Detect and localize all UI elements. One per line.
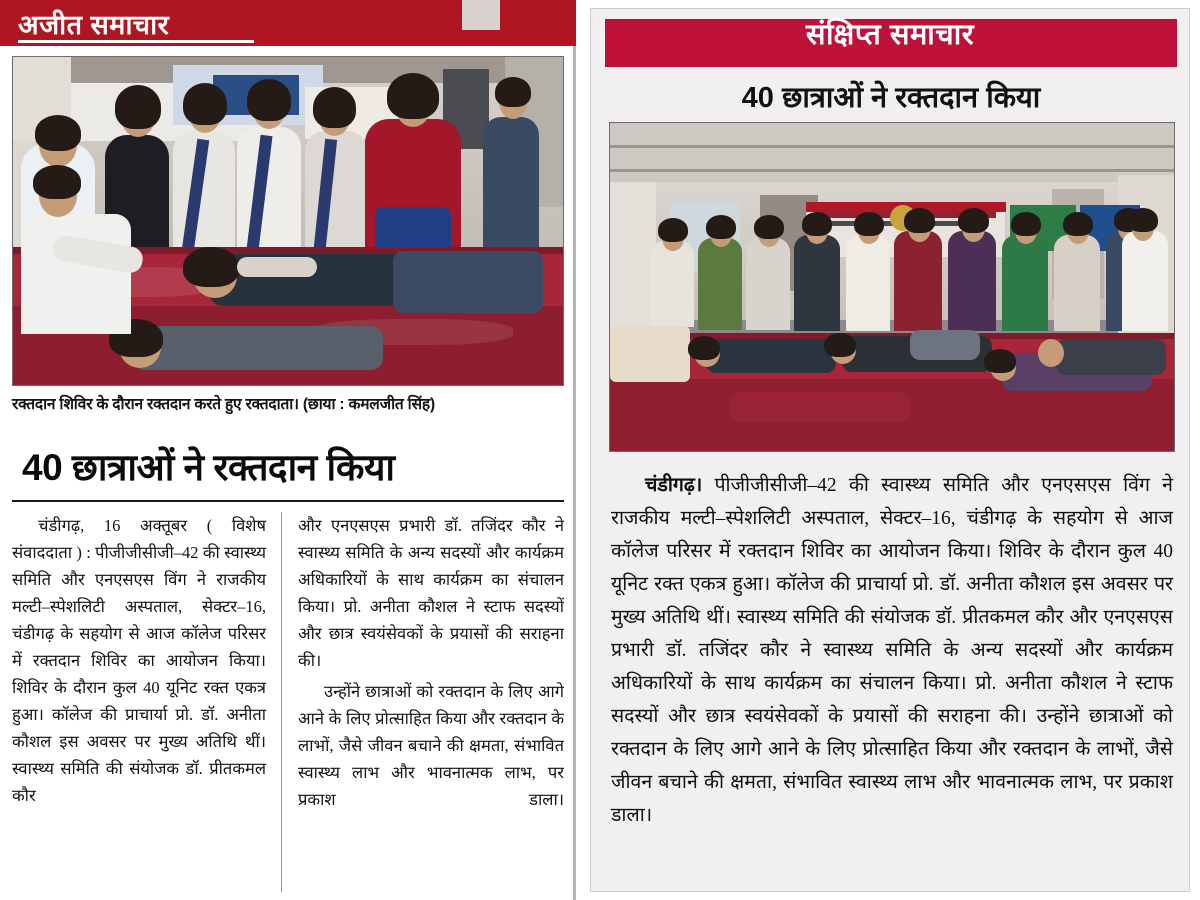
right-masthead-title: संक्षिप्त समाचार: [805, 19, 975, 51]
left-paragraph: उन्होंने छात्राओं को रक्तदान के लिए आगे आने के लिए प्रोत्साहित किया और रक्तदान के लाभों, जैसे जीवन बचाने की क्षमता, संभावित स्वास्थ्य लाभ और भावनात्मक लाभ, पर प्रकाश डाला।: [298, 682, 564, 809]
left-body-columns: [12, 512, 564, 892]
right-photo: [609, 122, 1175, 452]
right-paragraph: [611, 469, 1173, 832]
left-headline-rule: [12, 500, 564, 502]
left-photo-caption: रक्तदान शिविर के दौरान रक्तदान करते हुए रक्तदाता। (छाया : कमलजीत सिंह): [12, 396, 435, 413]
left-headline: 40 छात्राओं ने रक्तदान किया: [22, 447, 395, 488]
left-paragraph: और एनएसएस प्रभारी डॉ. तजिंदर कौर ने स्वास्थ्य समिति के अन्य सदस्यों और कार्यक्रम अधिकारियों के साथ कार्यक्रम का संचालन किया। प्रो. अनीता कौशल ने स्टाफ सदस्यों और छात्र स्वयंसेवकों के प्रयासों की सराहना की।: [298, 516, 564, 670]
left-newspaper-clipping: [0, 0, 576, 900]
left-photo: [12, 56, 564, 386]
right-photo-scene: [610, 123, 1174, 451]
left-masthead-underline: [18, 40, 254, 43]
left-photo-scene: [13, 57, 563, 385]
right-body-text: [611, 469, 1173, 881]
left-body-column-1: [12, 512, 282, 892]
right-newspaper-clipping: [590, 8, 1190, 892]
masthead-decoration-block: [462, 0, 500, 30]
right-body-copy: पीजीजीसीजी–42 की स्वास्थ्य समिति और एनएसएस विंग ने राजकीय मल्टी–स्पेशलिटी अस्पताल, सेक्टर–16, चंडीगढ़ के सहयोग से आज कॉलेज परिसर में रक्तदान शिविर का आयोजन किया। शिविर के दौरान कुल 40 यूनिट रक्त एकत्र हुआ। कॉलेज की प्राचार्या प्रो. डॉ. अनीता कौशल इस अवसर पर मुख्य अतिथि थीं। स्वास्थ्य समिति की संयोजक डॉ. प्रीतकमल कौर और एनएसएस प्रभारी डॉ. तजिंदर कौर ने स्वास्थ्य समिति के अन्य सदस्यों और कार्यक्रम अधिकारियों के साथ कार्यक्रम का संचालन किया। प्रो. अनीता कौशल ने स्टाफ सदस्यों और छात्र स्वयंसेवकों के प्रयासों की सराहना की। उन्होंने छात्राओं को रक्तदान के लिए आगे आने के लिए प्रोत्साहित किया और रक्तदान के लाभों, जैसे जीवन बचाने की क्षमता, संभावित स्वास्थ्य लाभ और भावनात्मक लाभ, पर प्रकाश डाला।: [611, 475, 1173, 826]
left-body-column-2: [298, 512, 564, 892]
right-dateline: चंडीगढ़।: [645, 474, 703, 496]
left-paragraph: चंडीगढ़, 16 अक्तूबर ( विशेष संवाददाता ) : पीजीजीसीजी–42 की स्वास्थ्य समिति और एनएसएस विंग ने राजकीय मल्टी–स्पेशलिटी अस्पताल, सेक्टर–16, चंडीगढ़ के सहयोग से आज कॉलेज परिसर में रक्तदान शिविर का आयोजन किया। शिविर के दौरान कुल 40 यूनिट रक्त एकत्र हुआ। कॉलेज की प्राचार्या प्रो. डॉ. अनीता कौशल इस अवसर पर मुख्य अतिथि थीं। स्वास्थ्य समिति की संयोजक डॉ. प्रीतकमल कौर: [12, 516, 267, 805]
right-headline: 40 छात्राओं ने रक्तदान किया: [741, 82, 1041, 114]
left-masthead-title: अजीत समाचार: [18, 10, 170, 40]
